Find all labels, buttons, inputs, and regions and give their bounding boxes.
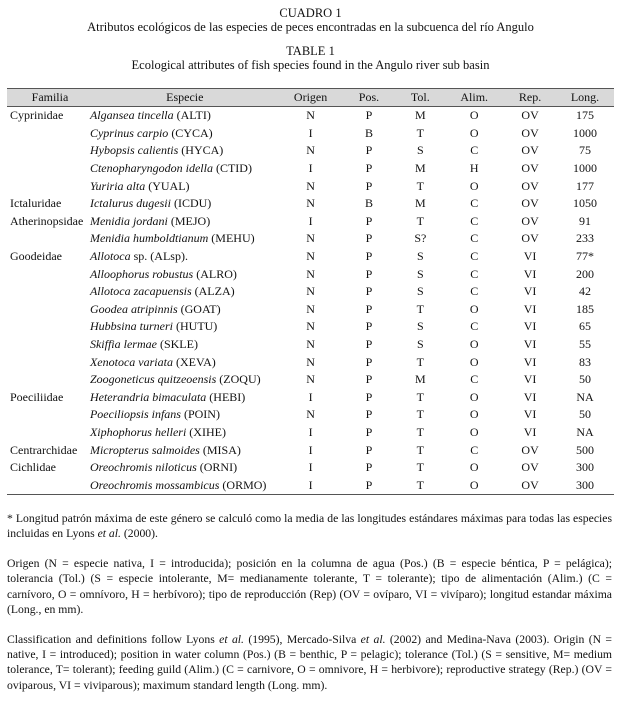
cell-long: 83 bbox=[579, 354, 592, 369]
cell-rep: OV bbox=[521, 178, 539, 193]
table-row bbox=[7, 371, 614, 389]
cell-long: 50 bbox=[579, 407, 592, 422]
cell-familia bbox=[7, 283, 90, 301]
cell-origen: I bbox=[280, 476, 342, 494]
species-code: (MISA) bbox=[199, 442, 241, 457]
table-row bbox=[7, 459, 614, 477]
cell-tol: S bbox=[416, 249, 424, 264]
cell-pos: P bbox=[365, 284, 373, 299]
cell-rep: VI bbox=[523, 266, 537, 281]
cell-especie bbox=[90, 177, 280, 195]
cell-rep: VI bbox=[523, 407, 537, 422]
caption-en-number: TABLE 1 bbox=[286, 44, 335, 58]
cell-long: 91 bbox=[579, 213, 592, 228]
species-name: Allotoca zacapuensis bbox=[89, 284, 192, 299]
cell-rep: VI bbox=[523, 424, 537, 439]
species-code: (HUTU) bbox=[172, 319, 218, 334]
cell-tol: T bbox=[416, 407, 424, 422]
table-row bbox=[7, 336, 614, 354]
cell-alim: O bbox=[469, 407, 479, 422]
caption-es-title: Atributos ecológicos de las especies de peces encontradas en la subcuenca del río Angulo bbox=[87, 20, 534, 34]
cell-pos: P bbox=[365, 231, 373, 246]
species-code: (SKLE) bbox=[156, 337, 198, 352]
species-name: Heterandria bimaculata bbox=[89, 389, 207, 404]
cell-especie bbox=[90, 195, 280, 213]
legend-english bbox=[7, 632, 612, 694]
species-name: Hubbsina turneri bbox=[89, 319, 173, 334]
cell-familia bbox=[7, 142, 90, 160]
cell-alim: C bbox=[470, 213, 479, 228]
cell-long: 300 bbox=[576, 460, 595, 475]
cell-especie bbox=[90, 389, 280, 407]
cell-tol: T bbox=[416, 125, 424, 140]
species-name: Menidia humboldtianum bbox=[89, 231, 209, 246]
cell-familia: Cichlidae bbox=[10, 460, 56, 475]
cell-especie bbox=[90, 371, 280, 389]
table-header-row bbox=[7, 89, 614, 107]
cell-rep: OV bbox=[521, 108, 539, 123]
cell-tol: T bbox=[416, 354, 424, 369]
legend-spanish: Origen (N = especie nativa, I = introducida); posición en la columna de agua (Pos.) (B = especie béntica, P = pelágica); tolerancia (Tol.) (S = especie intolerante, M= medianamente tolerante, T = tolerante); tipo de alimentación (Alim.) (C = carnívoro, O = omnívoro, H = herbívoro); tipo de reproducción (Rep) (OV = ovíparo, VI = vivíparo); longitud estandar máxima (Long., en mm). bbox=[7, 556, 612, 617]
cell-pos: P bbox=[365, 266, 373, 281]
table-row bbox=[7, 160, 614, 178]
species-code: (GOAT) bbox=[177, 301, 221, 316]
species-code: sp. (ALsp). bbox=[130, 249, 188, 264]
cell-familia bbox=[7, 336, 90, 354]
fish-attributes-table bbox=[7, 88, 614, 495]
column-header-alim: Alim. bbox=[444, 89, 504, 107]
cell-pos: P bbox=[365, 249, 373, 264]
species-code: (CTID) bbox=[212, 161, 252, 176]
species-name: Alloophorus robustus bbox=[89, 266, 194, 281]
cell-long: 1000 bbox=[573, 161, 598, 176]
cell-pos: P bbox=[365, 161, 373, 176]
species-name: Zoogoneticus quitzeoensis bbox=[89, 372, 217, 387]
cell-origen: I bbox=[308, 389, 313, 404]
table-row bbox=[7, 142, 614, 160]
table-row bbox=[7, 107, 614, 125]
cell-pos: P bbox=[365, 372, 373, 387]
cell-pos: P bbox=[365, 213, 373, 228]
cell-long: 1050 bbox=[573, 196, 598, 211]
species-name: Micropterus salmoides bbox=[89, 442, 200, 457]
table-row bbox=[7, 353, 614, 371]
cell-alim: O bbox=[469, 424, 479, 439]
species-name: Cyprinus carpio bbox=[89, 125, 169, 140]
cell-especie bbox=[90, 318, 280, 336]
cell-rep: OV bbox=[521, 125, 539, 140]
cell-tol: T bbox=[416, 424, 424, 439]
species-name: Oreochromis mossambicus bbox=[89, 477, 220, 492]
cell-pos: P bbox=[365, 407, 373, 422]
cell-alim: C bbox=[470, 196, 479, 211]
cell-long: 65 bbox=[579, 319, 592, 334]
footnote-text: * Longitud patrón máxima de este género se calculó como la media de las longitudes estándares máximas para todas las especies incluidas en Lyons bbox=[7, 512, 612, 541]
table-row bbox=[7, 265, 614, 283]
cell-familia: Centrarchidae bbox=[10, 442, 78, 457]
cell-rep: VI bbox=[523, 284, 537, 299]
species-code: (POIN) bbox=[180, 407, 220, 422]
cell-pos: P bbox=[365, 301, 373, 316]
species-code: (ALZA) bbox=[191, 284, 235, 299]
cell-familia bbox=[7, 424, 90, 442]
cell-tol: M bbox=[415, 372, 426, 387]
cell-familia bbox=[7, 301, 90, 319]
species-name: Ictalurus dugesii bbox=[89, 196, 171, 211]
cell-origen: I bbox=[308, 125, 313, 140]
table-notes bbox=[7, 511, 614, 693]
cell-pos: B bbox=[364, 196, 373, 211]
species-code: (HEBI) bbox=[206, 389, 246, 404]
species-code: (HYCA) bbox=[178, 143, 224, 158]
cell-tol: S bbox=[416, 284, 424, 299]
cell-origen: N bbox=[306, 319, 315, 334]
cell-especie bbox=[90, 441, 280, 459]
species-name: Allotoca bbox=[89, 249, 131, 264]
cell-especie bbox=[90, 230, 280, 248]
cell-alim: C bbox=[470, 442, 479, 457]
cell-familia: Cyprinidae bbox=[10, 108, 64, 123]
cell-familia bbox=[7, 476, 90, 494]
cell-alim: C bbox=[470, 284, 479, 299]
column-header-especie: Especie bbox=[90, 89, 280, 107]
cell-alim: O bbox=[469, 354, 479, 369]
cell-alim: O bbox=[444, 476, 504, 494]
cell-long: 233 bbox=[576, 231, 595, 246]
species-code: (YUAL) bbox=[145, 178, 190, 193]
cell-rep: OV bbox=[521, 460, 539, 475]
cell-tol: T bbox=[416, 301, 424, 316]
cell-rep: VI bbox=[523, 389, 537, 404]
cell-origen: N bbox=[306, 178, 315, 193]
species-code: (CYCA) bbox=[168, 125, 213, 140]
cell-especie bbox=[90, 160, 280, 178]
cell-rep: VI bbox=[523, 337, 537, 352]
cell-origen: N bbox=[306, 196, 315, 211]
column-header-familia: Familia bbox=[7, 89, 90, 107]
species-name: Poeciliopsis infans bbox=[89, 407, 181, 422]
cell-familia bbox=[7, 125, 90, 143]
species-name: Oreochromis niloticus bbox=[89, 460, 197, 475]
cell-origen: N bbox=[306, 143, 315, 158]
table-row bbox=[7, 213, 614, 231]
cell-alim: O bbox=[469, 460, 479, 475]
cell-long: 300 bbox=[556, 476, 614, 494]
cell-origen: N bbox=[306, 337, 315, 352]
cell-pos: B bbox=[364, 125, 373, 140]
cell-alim: O bbox=[469, 389, 479, 404]
cell-pos: P bbox=[365, 337, 373, 352]
cell-tol: M bbox=[415, 196, 426, 211]
cell-origen: N bbox=[306, 372, 315, 387]
table-row bbox=[7, 441, 614, 459]
cell-rep: OV bbox=[521, 196, 539, 211]
table-row bbox=[7, 318, 614, 336]
cell-origen: N bbox=[306, 231, 315, 246]
cell-tol: T bbox=[416, 213, 424, 228]
cell-rep: VI bbox=[523, 301, 537, 316]
cell-rep: OV bbox=[521, 143, 539, 158]
table-row bbox=[7, 406, 614, 424]
cell-long: 77* bbox=[576, 249, 595, 264]
cell-pos: P bbox=[365, 389, 373, 404]
column-header-long: Long. bbox=[556, 89, 614, 107]
cell-familia bbox=[7, 371, 90, 389]
species-code: (XIHE) bbox=[186, 424, 226, 439]
cell-especie bbox=[90, 265, 280, 283]
cell-tol: T bbox=[416, 460, 424, 475]
column-header-origen: Origen bbox=[280, 89, 342, 107]
cell-tol: S bbox=[416, 319, 424, 334]
cell-long: 185 bbox=[576, 301, 595, 316]
species-name: Skiffia lermae bbox=[89, 337, 157, 352]
cell-especie bbox=[90, 213, 280, 231]
cell-alim: H bbox=[469, 161, 479, 176]
cell-alim: C bbox=[470, 231, 479, 246]
species-name: Xiphophorus helleri bbox=[89, 424, 187, 439]
legend-en-etal2: et al. bbox=[360, 632, 386, 646]
species-code: (ZOQU) bbox=[216, 372, 261, 387]
species-code: (ALRO) bbox=[193, 266, 237, 281]
legend-en-part2: (1995), Mercado-Silva bbox=[243, 632, 361, 646]
cell-rep: OV bbox=[521, 231, 539, 246]
cell-alim: O bbox=[469, 108, 479, 123]
cell-long: 42 bbox=[579, 284, 592, 299]
species-code: (MEHU) bbox=[208, 231, 255, 246]
cell-pos: P bbox=[365, 319, 373, 334]
cell-alim: O bbox=[469, 125, 479, 140]
cell-rep: OV bbox=[504, 476, 556, 494]
cell-familia bbox=[7, 160, 90, 178]
cell-especie bbox=[90, 336, 280, 354]
cell-familia bbox=[7, 265, 90, 283]
cell-origen: I bbox=[308, 442, 313, 457]
cell-familia bbox=[7, 177, 90, 195]
table-row bbox=[7, 476, 614, 494]
cell-origen: I bbox=[308, 460, 313, 475]
cell-especie bbox=[90, 459, 280, 477]
cell-pos: P bbox=[365, 178, 373, 193]
cell-alim: O bbox=[469, 337, 479, 352]
cell-alim: C bbox=[470, 319, 479, 334]
cell-tol: S? bbox=[414, 231, 427, 246]
table-row bbox=[7, 248, 614, 266]
cell-origen: N bbox=[306, 249, 315, 264]
cell-rep: OV bbox=[521, 161, 539, 176]
cell-pos: P bbox=[365, 354, 373, 369]
cell-long: 55 bbox=[579, 337, 592, 352]
species-code: (ALTI) bbox=[173, 108, 211, 123]
cell-origen: I bbox=[308, 424, 313, 439]
species-name: Xenotoca variata bbox=[89, 354, 173, 369]
cell-alim: C bbox=[470, 249, 479, 264]
table-row bbox=[7, 389, 614, 407]
cell-origen: I bbox=[308, 161, 313, 176]
cell-long: 175 bbox=[576, 108, 595, 123]
cell-tol: M bbox=[415, 161, 426, 176]
cell-origen: N bbox=[306, 108, 315, 123]
species-name: Yuriria alta bbox=[89, 178, 146, 193]
caption-es-number: CUADRO 1 bbox=[279, 6, 342, 20]
table-row bbox=[7, 301, 614, 319]
cell-especie bbox=[90, 125, 280, 143]
legend-en-part3: (2002) and Medina-Nava (2003). Origin (N = native, I = introduced); position in water column (Pos.) (B = benthic, P = pelagic); tolerance (Tol.) (S = sensitive, M= medium tolerance, T= tolerant); feeding guild (Alim.) (C = carnivore, O = omnivore, H = herbivore); reproductive strategy (Rep.) (OV = oviparous, VI = viviparous); maximum standard length (Long. mm). bbox=[7, 632, 612, 692]
column-header-tol: Tol. bbox=[396, 89, 444, 107]
cell-tol: S bbox=[416, 143, 424, 158]
cell-origen: I bbox=[308, 213, 313, 228]
cell-rep: VI bbox=[523, 319, 537, 334]
cell-pos: P bbox=[365, 442, 373, 457]
cell-tol: T bbox=[416, 389, 424, 404]
cell-long: 50 bbox=[579, 372, 592, 387]
cell-long: 500 bbox=[576, 442, 595, 457]
cell-pos: P bbox=[342, 476, 397, 494]
table-row bbox=[7, 230, 614, 248]
cell-especie bbox=[90, 476, 280, 494]
cell-rep: VI bbox=[523, 249, 537, 264]
table-row bbox=[7, 195, 614, 213]
species-code: (MEJO) bbox=[167, 213, 211, 228]
legend-en-part1: Classification and definitions follow Lyons bbox=[7, 632, 220, 646]
cell-especie bbox=[90, 107, 280, 125]
cell-tol: T bbox=[396, 476, 444, 494]
cell-especie bbox=[90, 283, 280, 301]
cell-familia bbox=[7, 353, 90, 371]
cell-familia: Poeciliidae bbox=[10, 389, 64, 404]
cell-rep: VI bbox=[523, 372, 537, 387]
cell-especie bbox=[90, 301, 280, 319]
table-row bbox=[7, 283, 614, 301]
cell-origen: N bbox=[306, 407, 315, 422]
cell-pos: P bbox=[365, 424, 373, 439]
species-name: Hybopsis calientis bbox=[89, 143, 179, 158]
footnote-etal: et al. bbox=[97, 527, 121, 541]
cell-tol: M bbox=[415, 108, 426, 123]
cell-especie bbox=[90, 142, 280, 160]
cell-tol: T bbox=[416, 442, 424, 457]
species-name: Algansea tincella bbox=[89, 108, 174, 123]
species-code: (ORNI) bbox=[196, 460, 238, 475]
cell-familia bbox=[7, 406, 90, 424]
table-body bbox=[7, 107, 614, 495]
cell-tol: S bbox=[416, 266, 424, 281]
cell-familia: Goodeidae bbox=[10, 249, 62, 264]
cell-rep: VI bbox=[523, 354, 537, 369]
cell-tol: T bbox=[416, 178, 424, 193]
cell-pos: P bbox=[365, 460, 373, 475]
cell-especie bbox=[90, 424, 280, 442]
table-row bbox=[7, 125, 614, 143]
species-name: Ctenopharyngodon idella bbox=[89, 161, 213, 176]
cell-familia bbox=[7, 318, 90, 336]
cell-origen: N bbox=[306, 284, 315, 299]
cell-long: NA bbox=[576, 424, 594, 439]
cell-rep: OV bbox=[521, 442, 539, 457]
cell-especie bbox=[90, 406, 280, 424]
cell-alim: C bbox=[470, 372, 479, 387]
cell-long: 177 bbox=[576, 178, 595, 193]
cell-origen: N bbox=[306, 354, 315, 369]
table-row bbox=[7, 424, 614, 442]
cell-long: 75 bbox=[579, 143, 592, 158]
cell-long: NA bbox=[576, 389, 594, 404]
cell-pos: P bbox=[365, 143, 373, 158]
species-code: (ORMO) bbox=[219, 477, 267, 492]
cell-alim: C bbox=[470, 266, 479, 281]
species-code: (ICDU) bbox=[170, 196, 212, 211]
cell-alim: O bbox=[469, 301, 479, 316]
cell-familia: Atherinopsidae bbox=[10, 213, 84, 228]
footnote-text-end: (2000). bbox=[120, 527, 158, 541]
table-row bbox=[7, 177, 614, 195]
cell-alim: C bbox=[470, 143, 479, 158]
table-header bbox=[7, 89, 614, 107]
cell-rep: OV bbox=[521, 213, 539, 228]
species-code: (XEVA) bbox=[172, 354, 216, 369]
column-header-rep: Rep. bbox=[504, 89, 556, 107]
cell-familia bbox=[7, 230, 90, 248]
species-name: Menidia jordani bbox=[89, 213, 168, 228]
cell-alim: O bbox=[469, 178, 479, 193]
cell-long: 200 bbox=[576, 266, 595, 281]
cell-long: 1000 bbox=[573, 125, 598, 140]
cell-especie bbox=[90, 248, 280, 266]
legend-en-etal1: et al. bbox=[219, 632, 244, 646]
footnote-length bbox=[7, 511, 612, 542]
species-name: Goodea atripinnis bbox=[89, 301, 178, 316]
cell-familia: Ictaluridae bbox=[10, 196, 62, 211]
caption-en-title: Ecological attributes of fish species found in the Angulo river sub basin bbox=[131, 58, 490, 72]
cell-origen: N bbox=[306, 301, 315, 316]
cell-pos: P bbox=[365, 108, 373, 123]
cell-tol: S bbox=[416, 337, 424, 352]
column-header-pos: Pos. bbox=[342, 89, 397, 107]
cell-origen: N bbox=[306, 266, 315, 281]
cell-especie bbox=[90, 353, 280, 371]
